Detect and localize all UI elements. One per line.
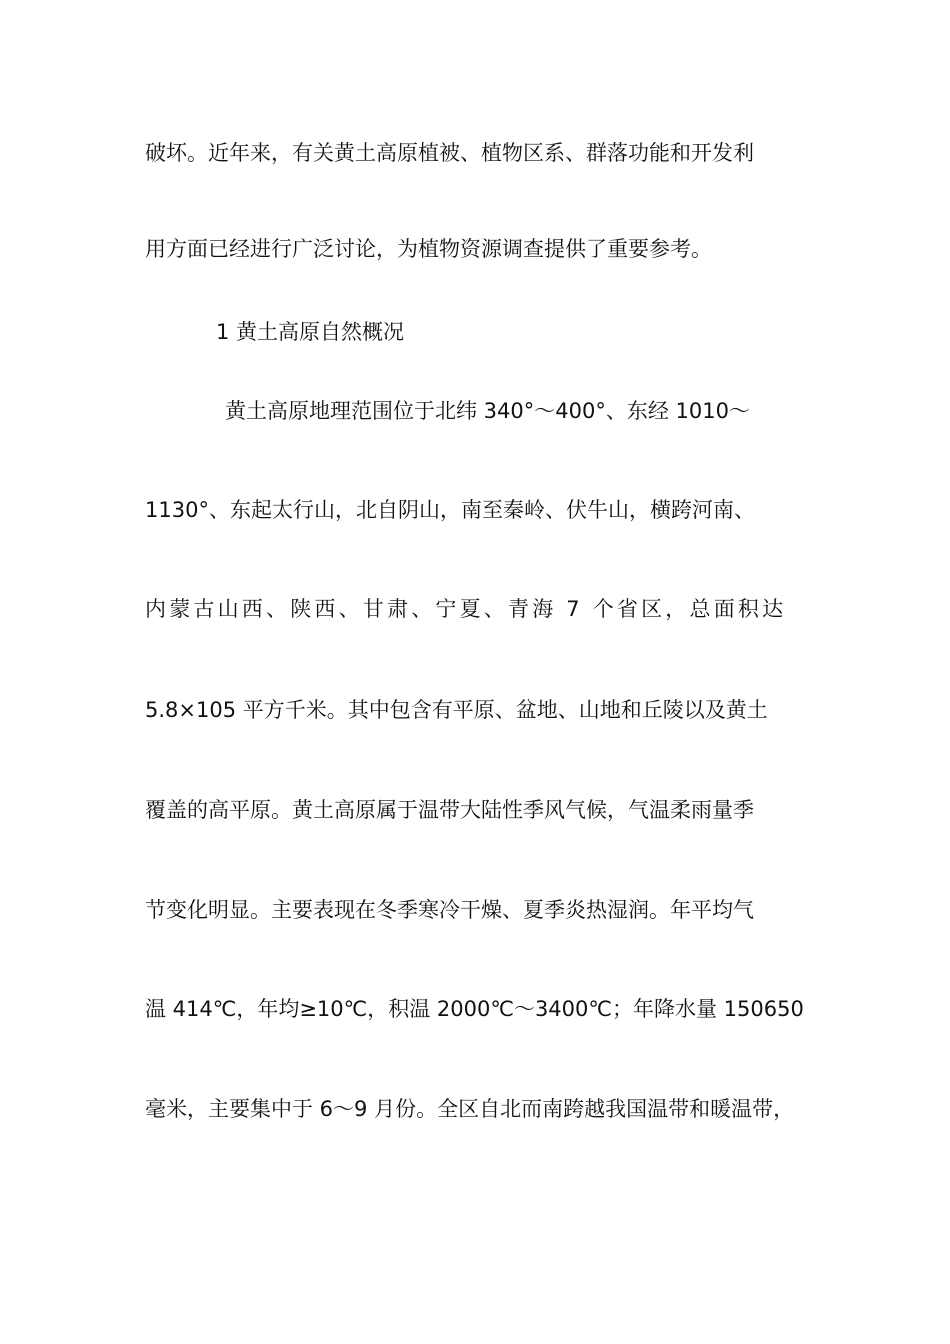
paragraph-line: 用方面已经进行广泛讨论，为植物资源调查提供了重要参考。 xyxy=(145,237,712,261)
paragraph-line: 节变化明显。主要表现在冬季寒冷干燥、夏季炎热湿润。年平均气 xyxy=(145,898,754,922)
paragraph-line: 黄土高原地理范围位于北纬 340°～400°、东经 1010～ xyxy=(225,399,750,423)
paragraph-line: 毫米，主要集中于 6～9 月份。全区自北而南跨越我国温带和暖温带， xyxy=(145,1097,795,1121)
paragraph-line: 内蒙古山西、陕西、甘肃、宁夏、青海 7 个省区，总面积达 xyxy=(145,597,787,621)
paragraph-line: 温 414℃，年均≥10℃，积温 2000℃～3400℃；年降水量 150650 xyxy=(145,997,804,1021)
paragraph-line: 破坏。近年来，有关黄土高原植被、植物区系、群落功能和开发利 xyxy=(145,141,754,165)
paragraph-line: 覆盖的高平原。黄土高原属于温带大陆性季风气候，气温柔雨量季 xyxy=(145,798,754,822)
paragraph-line: 1130°、东起太行山，北自阴山，南至秦岭、伏牛山，横跨河南、 xyxy=(145,498,755,522)
section-heading: 1 黄土高原自然概况 xyxy=(216,320,405,344)
paragraph-line: 5.8×105 平方千米。其中包含有平原、盆地、山地和丘陵以及黄土 xyxy=(145,698,768,722)
